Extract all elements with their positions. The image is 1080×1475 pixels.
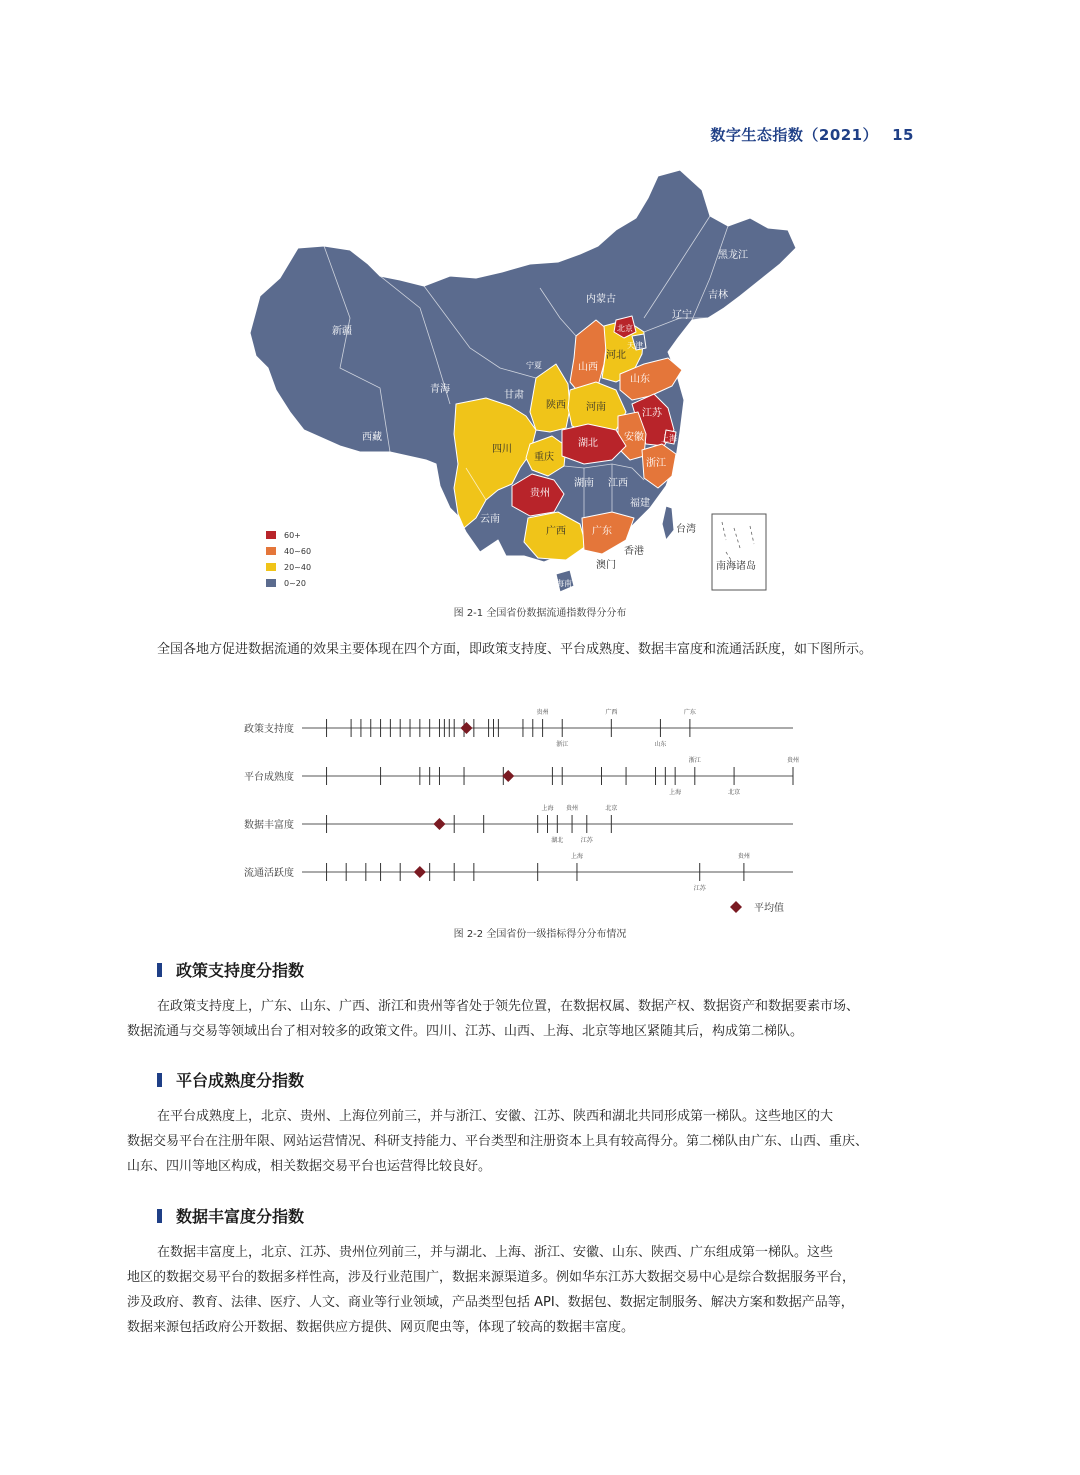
label-beijing: 北京	[617, 324, 633, 333]
leader-label: 贵州	[566, 805, 579, 812]
section-marker	[157, 1209, 162, 1223]
leader-label: 贵州	[737, 853, 750, 860]
label-guizhou: 贵州	[530, 488, 550, 499]
section-title-policy: 政策支持度分指数	[157, 958, 304, 981]
label-hongkong: 香港	[624, 546, 644, 557]
label-fujian: 福建	[630, 498, 650, 509]
indicator-strip-chart	[240, 700, 800, 920]
legend-label-3: 20~40	[284, 563, 312, 572]
row-label: 数据丰富度	[244, 820, 294, 831]
label-yunnan: 云南	[480, 514, 500, 525]
legend-label-1: 60+	[284, 531, 301, 540]
section-text-policy: 在政策支持度上，广东、山东、广西、浙江和贵州等省处于领先位置，在数据权属、数据产权、数据资产和数据要素市场、 数据流通与交易等领域出台了相对较多的政策文件。四川、江苏、山西、上海、北京等地区紧随其后，构成第二梯队。	[127, 999, 860, 1039]
average-marker	[502, 770, 514, 782]
header-title: 数字生态指数（2021）	[710, 126, 879, 144]
section-marker	[157, 963, 162, 977]
legend-avg-marker	[730, 901, 742, 913]
leader-label: 江苏	[580, 837, 593, 844]
legend-avg-label: 平均值	[754, 903, 784, 914]
row-label: 政策支持度	[244, 724, 294, 735]
section-title-platform: 平台成熟度分指数	[157, 1068, 304, 1091]
label-jilin: 吉林	[708, 290, 728, 301]
leader-label: 上海	[669, 789, 682, 796]
label-xizang: 西藏	[362, 432, 382, 443]
label-neimenggu: 内蒙古	[586, 294, 616, 305]
leader-label: 江苏	[693, 885, 706, 892]
map-region-taiwan	[662, 506, 674, 540]
legend-label-2: 40~60	[284, 547, 312, 556]
average-marker	[460, 722, 472, 734]
label-henan: 河南	[586, 402, 606, 413]
figure1-caption: 图 2-1 全国省份数据流通指数得分分布	[453, 608, 627, 619]
label-tianjin: 天津	[627, 341, 643, 350]
leader-label: 贵州	[536, 709, 549, 716]
leader-label: 上海	[570, 853, 583, 860]
leader-label: 北京	[728, 789, 741, 796]
figure2-caption: 图 2-2 全国省份一级指标得分分布情况	[453, 929, 627, 940]
label-shaanxi: 陕西	[546, 400, 566, 411]
average-marker	[414, 866, 426, 878]
running-header	[710, 124, 914, 145]
section-text-richness: 在数据丰富度上，北京、江苏、贵州位列前三，并与湖北、上海、浙江、安徽、山东、陕西、广东组成第一梯队。这些 地区的数据交易平台的数据多样性高，涉及行业范围广，数据来源渠道多。例如华东江苏大数据交易中心是综合数据服务平台， 涉及政府、教育、法律、医疗、人文、商业等行业领域，产品类型包括 API、数据包、数据定制服务、解决方案和数据产品等， 数据来源包括政府公开数据、数据供应方提供、网页爬虫等，体现了较高的数据丰富度。	[127, 1245, 856, 1335]
label-hubei: 湖北	[578, 438, 598, 449]
label-zhejiang: 浙江	[646, 458, 666, 469]
label-guangdong: 广东	[592, 526, 612, 537]
leader-label: 北京	[605, 805, 618, 812]
label-shanxi: 山西	[578, 362, 598, 373]
label-liaoning: 辽宁	[672, 310, 692, 321]
china-province-map	[240, 168, 800, 608]
label-macau: 澳门	[596, 560, 616, 571]
section-text-platform: 在平台成熟度上，北京、贵州、上海位列前三，并与浙江、安徽、江苏、陕西和湖北共同形成第一梯队。这些地区的大 数据交易平台在注册年限、网站运营情况、科研支持能力、平台类型和注册资本上具有较高得分。第二梯队由广东、山西、重庆、 山东、四川等地区构成，相关数据交易平台也运营得比较良好。	[127, 1109, 869, 1174]
leader-label: 上海	[541, 805, 554, 812]
label-hebei: 河北	[606, 350, 626, 361]
map-legend	[266, 531, 311, 588]
south-china-sea-inset	[712, 514, 766, 590]
leader-label: 浙江	[556, 741, 569, 748]
label-xinjiang: 新疆	[332, 326, 352, 337]
label-anhui: 安徽	[624, 432, 644, 443]
average-marker	[433, 818, 445, 830]
leader-label: 广西	[605, 709, 618, 716]
row-label: 流通活跃度	[244, 868, 294, 879]
label-ningxia: 宁夏	[526, 361, 542, 370]
leader-label: 贵州	[786, 757, 800, 764]
leader-label: 浙江	[688, 757, 701, 764]
section-title-richness: 数据丰富度分指数	[157, 1204, 304, 1227]
intro-paragraph: 全国各地方促进数据流通的效果主要体现在四个方面，即政策支持度、平台成熟度、数据丰富度和流通活跃度，如下图所示。	[157, 642, 873, 657]
page-number: 15	[892, 126, 914, 144]
legend-label-4: 0~20	[284, 579, 306, 588]
avg-legend	[730, 901, 784, 914]
label-shandong: 山东	[630, 374, 650, 385]
label-shanghai: 上海	[661, 434, 677, 443]
label-chongqing: 重庆	[534, 452, 554, 463]
leader-label: 山东	[654, 741, 667, 748]
leader-label: 湖北	[551, 837, 564, 844]
label-jiangxi: 江西	[608, 478, 628, 489]
label-hunan: 湖南	[574, 478, 594, 489]
label-qinghai: 青海	[430, 384, 450, 395]
label-nanhai: 南海诸岛	[716, 561, 756, 572]
row-label: 平台成熟度	[244, 772, 294, 783]
section-marker	[157, 1073, 162, 1087]
label-hainan: 海南	[556, 579, 572, 588]
label-heilongjiang: 黑龙江	[718, 250, 748, 261]
label-guangxi: 广西	[546, 526, 566, 537]
leader-label: 广东	[683, 709, 696, 716]
label-sichuan: 四川	[492, 444, 512, 455]
label-taiwan: 台湾	[676, 524, 696, 535]
label-gansu: 甘肃	[504, 390, 524, 401]
label-jiangsu: 江苏	[642, 408, 662, 419]
